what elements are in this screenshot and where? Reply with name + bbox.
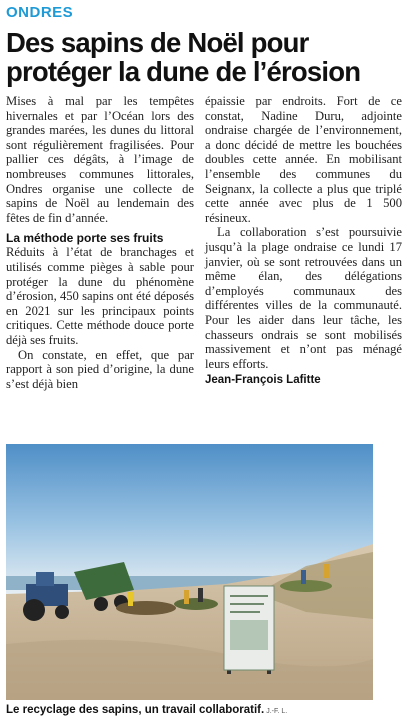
column-left — [6, 94, 194, 391]
paragraph-collaboration: La collaboration s’est poursuivie jusqu’à la plage ondraise ce lundi 17 janvier, où se sont retrouvées dans un même élan, des délégations d’employés communaux des différentes villes de la communauté. Pour les aider dans leur tâche, les chasseurs ondrais se sont mobilisés massivement et n’ont pas ménagé leurs efforts. — [205, 225, 402, 371]
subheading: La méthode porte ses fruits — [6, 231, 164, 246]
byline: Jean-François Lafitte — [205, 374, 321, 387]
paragraph-continuation: épaissie par endroits. Fort de ce constat, Nadine Duru, adjointe ondraise chargée de l’environnement, a donc décidé de mettre les bouchées doubles cette année. En mobilisant l’ensemble des communes du Seignanx, la collecte a plus que triplé cette année avec plus de 1 500 résineux. — [205, 94, 402, 225]
paragraph-intro: Mises à mal par les tempêtes hivernales et par l’Océan lors des grandes marées, les dunes du littoral sont régulièrement fragilisées. Pour pallier ces dégâts, à l’image de nombreuses communes littorales, Ondres organise une collecte de sapins de Noël au lendemain des fêtes de fin d’année. — [6, 94, 194, 225]
column-right — [205, 94, 402, 388]
beach-photo — [6, 444, 373, 700]
photo-credit: J.-F. L. — [266, 708, 288, 715]
info-sign — [224, 586, 274, 674]
paragraph-method: Réduits à l’état de branchages et utilisés comme pièges à sable pour protéger la dune du phénomène d’érosion, 450 sapins ont été déposés en 2021 sur les principaux points critiques. Cette méthode douce porte déjà ses fruits. — [6, 245, 194, 347]
headline: Des sapins de Noël pour protéger la dune de l’érosion — [6, 27, 361, 87]
paragraph-observation: On constate, en effet, que par rapport à son pied d’origine, la dune s’est déjà bien — [6, 347, 194, 391]
photo-caption — [6, 704, 404, 716]
caption-text: Le recyclage des sapins, un travail collaboratif. — [6, 704, 265, 716]
section-kicker: ONDRES — [6, 4, 74, 21]
